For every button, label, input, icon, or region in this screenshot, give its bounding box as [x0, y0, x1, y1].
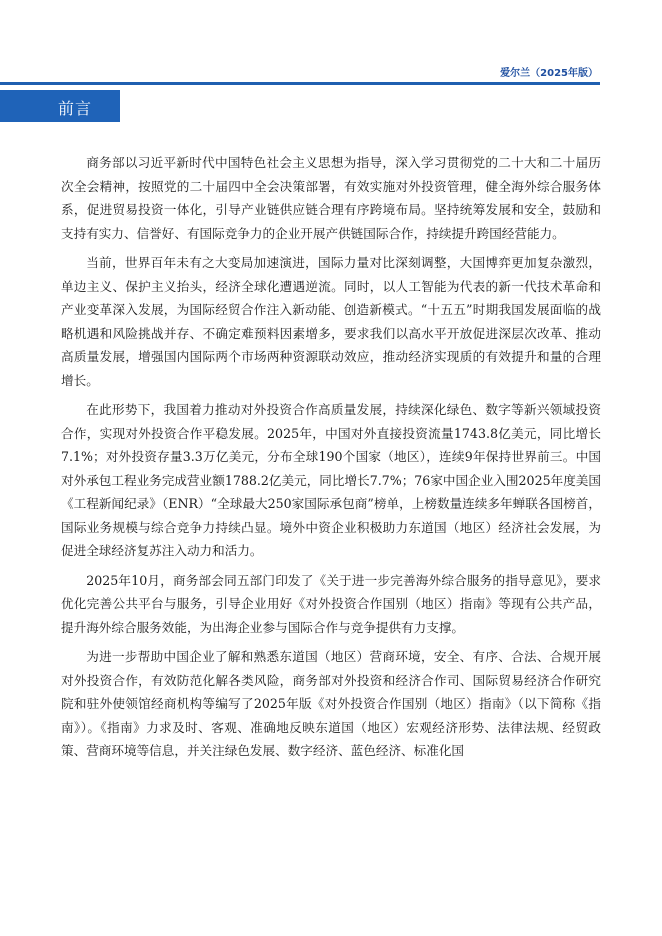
paragraph: 在此形势下，我国着力推动对外投资合作高质量发展，持续深化绿色、数字等新兴领域投资合作，实现对外投资合作平稳发展。2025年，中国对外直接投资流量1743.8亿美元，同比增长7.1%；对外投资存量3.3万亿美元，分布全球190个国家（地区），连续9年保持世界前三。中国对外承包工程业务完成营业额1788.2亿美元，同比增长7.7%；76家中国企业入围2025年度美国《工程新闻纪录》（ENR）“全球最大250家国际承包商”榜单，上榜数量连续多年蝉联各国榜首，国际业务规模与综合竞争力持续凸显。境外中资企业积极助力东道国（地区）经济社会发展，为促进全球经济复苏注入动力和活力。 — [61, 402, 601, 558]
header-rule — [0, 82, 600, 85]
paragraph: 商务部以习近平新时代中国特色社会主义思想为指导，深入学习贯彻党的二十大和二十届历次全会精神，按照党的二十届四中全会决策部署，有效实施对外投资管理，健全海外综合服务体系，促进贸易投资一体化，引导产业链供应链合理有序跨境布局。坚持统筹发展和安全，鼓励和支持有实力、信誉好、有国际竞争力的企业开展产供链国际合作，持续提升跨国经营能力。 — [61, 155, 601, 241]
running-header-title: 爱尔兰（2025年版） — [500, 68, 598, 79]
body-text — [61, 151, 601, 769]
section-title: 前言 — [58, 99, 93, 118]
paragraph: 2025年10月，商务部会同五部门印发了《关于进一步完善海外综合服务的指导意见》，要求优化完善公共平台与服务，引导企业用好《对外投资合作国别（地区）指南》等现有公共产品，提升海外综合服务效能，为出海企业参与国际合作与竞争提供有力支撑。 — [61, 572, 601, 635]
paragraph: 为进一步帮助中国企业了解和熟悉东道国（地区）营商环境，安全、有序、合法、合规开展对外投资合作，有效防范化解各类风险，商务部对外投资和经济合作司、国际贸易经济合作研究院和驻外使领馆经商机构等编写了2025年版《对外投资合作国别（地区）指南》（以下简称《指南》）。《指南》力求及时、客观、准确地反映东道国（地区）宏观经济形势、法律法规、经贸政策、营商环境等信息，并关注绿色发展、数字经济、蓝色经济、标准化国 — [61, 649, 601, 758]
paragraph: 当前，世界百年未有之大变局加速演进，国际力量对比深刻调整，大国博弈更加复杂激烈，单边主义、保护主义抬头，经济全球化遭遇逆流。同时，以人工智能为代表的新一代技术革命和产业变革深入发展，为国际经贸合作注入新动能、创造新模式。“十五五”时期我国发展面临的战略机遇和风险挑战并存、不确定难预料因素增多，要求我们以高水平开放促进深层次改革、推动高质量发展，增强国内国际两个市场两种资源联动效应，推动经济实现质的有效提升和量的合理增长。 — [61, 255, 601, 388]
